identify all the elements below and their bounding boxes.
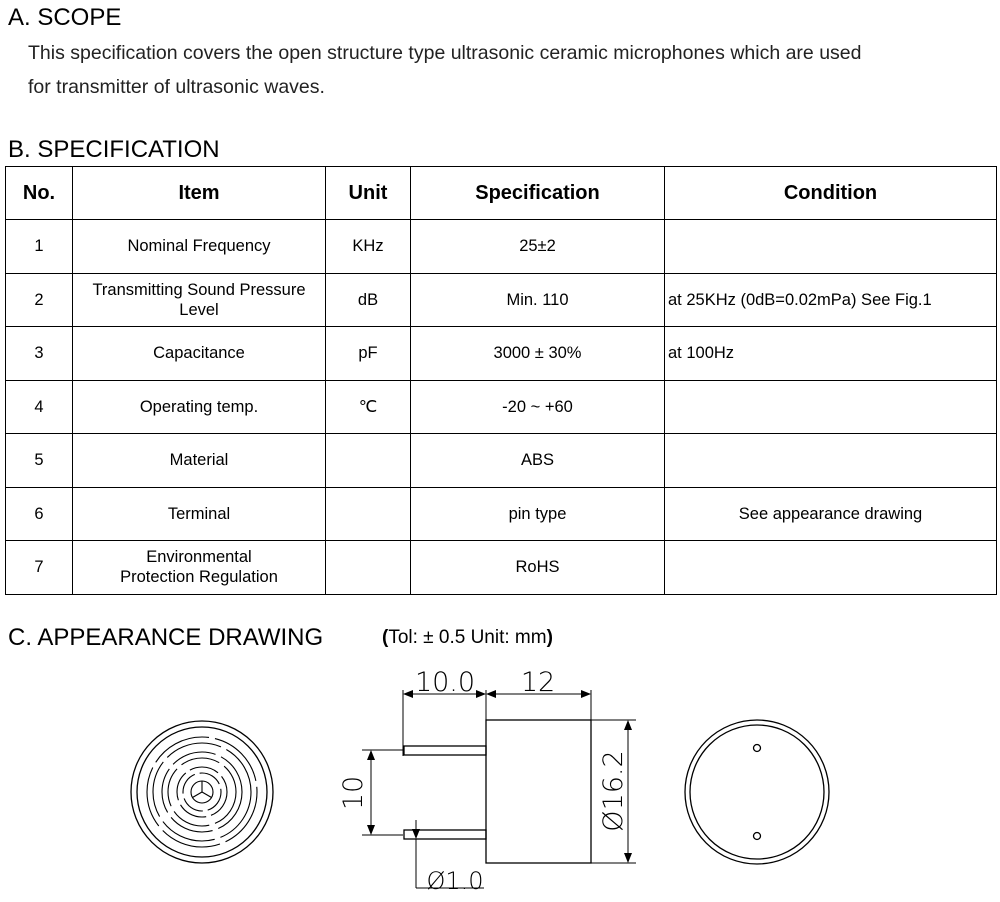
tolerance-note: [382, 627, 553, 649]
tolerance-close-paren: ): [546, 627, 553, 648]
specification-heading: B. SPECIFICATION: [8, 136, 220, 163]
table-row: [6, 487, 997, 541]
cell-condition: [665, 220, 997, 274]
scope-line-2: for transmitter of ultrasonic waves.: [28, 76, 325, 98]
column-header-item: Item: [73, 167, 326, 220]
cell-unit: [326, 434, 411, 488]
dimension-pin-diameter: Ø1.0: [426, 867, 484, 895]
cell-item: [73, 220, 326, 274]
item-text: Terminal: [167, 504, 231, 523]
table-row: [6, 273, 997, 327]
tolerance-text: Tol: ± 0.5 Unit: mm: [388, 627, 547, 648]
specification-table: [5, 166, 997, 595]
item-text: Operating temp.: [139, 397, 259, 416]
cell-item: [73, 487, 326, 541]
cell-item: [73, 541, 326, 595]
cell-no: 7: [6, 541, 73, 595]
back-view-outline: [685, 720, 829, 864]
item-text-line-2: Level: [179, 300, 219, 319]
column-header-no: No.: [6, 167, 73, 220]
dimension-diameter: Ø16.2: [598, 750, 629, 832]
scope-line-1: This specification covers the open structure type ultrasonic ceramic microphones which are used: [28, 42, 862, 64]
item-text: Nominal Frequency: [127, 237, 271, 256]
cell-spec: -20 ~ +60: [411, 380, 665, 434]
table-row: [6, 327, 997, 381]
tolerance-open-paren: (: [382, 627, 389, 648]
cell-condition: [665, 541, 997, 595]
cell-unit: dB: [326, 273, 411, 327]
cell-condition: See appearance drawing: [665, 487, 997, 541]
dimension-pin-spacing: 10: [338, 775, 369, 811]
cell-unit: [326, 487, 411, 541]
item-text: Capacitance: [153, 344, 245, 363]
cell-unit: [326, 541, 411, 595]
appearance-heading: C. APPEARANCE DRAWING: [8, 624, 324, 651]
cell-unit: KHz: [326, 220, 411, 274]
cell-item: [73, 434, 326, 488]
column-header-specification: Specification: [411, 167, 665, 220]
cell-spec: Min. 110: [411, 273, 665, 327]
item-text-line-1: Transmitting Sound Pressure: [92, 280, 306, 299]
cell-condition: [665, 380, 997, 434]
cell-spec: pin type: [411, 487, 665, 541]
cell-spec: 3000 ± 30%: [411, 327, 665, 381]
item-text-line-2: Protection Regulation: [120, 568, 278, 587]
table-row: [6, 541, 997, 595]
cell-condition: [665, 434, 997, 488]
cell-condition: at 25KHz (0dB=0.02mPa) See Fig.1: [665, 273, 997, 327]
front-view-mesh-icon: [131, 721, 273, 863]
table-row: [6, 220, 997, 274]
table-row: [6, 434, 997, 488]
table-row: [6, 380, 997, 434]
table-header-row: [6, 167, 997, 220]
dimension-pin-length: 10.0: [414, 667, 476, 698]
scope-heading: A. SCOPE: [8, 4, 122, 31]
appearance-drawing: [0, 660, 1000, 902]
item-text: Material: [169, 451, 229, 470]
cell-spec: ABS: [411, 434, 665, 488]
column-header-condition: Condition: [665, 167, 997, 220]
item-text-line-1: Environmental: [146, 548, 252, 567]
cell-unit: ℃: [326, 380, 411, 434]
cell-no: 3: [6, 327, 73, 381]
cell-item: [73, 327, 326, 381]
cell-spec: RoHS: [411, 541, 665, 595]
pin-hole-icon: [754, 745, 761, 752]
cell-item: [73, 380, 326, 434]
cell-no: 1: [6, 220, 73, 274]
dimension-body-length: 12: [520, 667, 556, 698]
cell-no: 4: [6, 380, 73, 434]
side-view-outline: [362, 690, 636, 888]
column-header-unit: Unit: [326, 167, 411, 220]
cell-no: 5: [6, 434, 73, 488]
cell-item: [73, 273, 326, 327]
cell-no: 6: [6, 487, 73, 541]
cell-spec: 25±2: [411, 220, 665, 274]
cell-unit: pF: [326, 327, 411, 381]
cell-no: 2: [6, 273, 73, 327]
pin-hole-icon: [754, 833, 761, 840]
cell-condition: at 100Hz: [665, 327, 997, 381]
